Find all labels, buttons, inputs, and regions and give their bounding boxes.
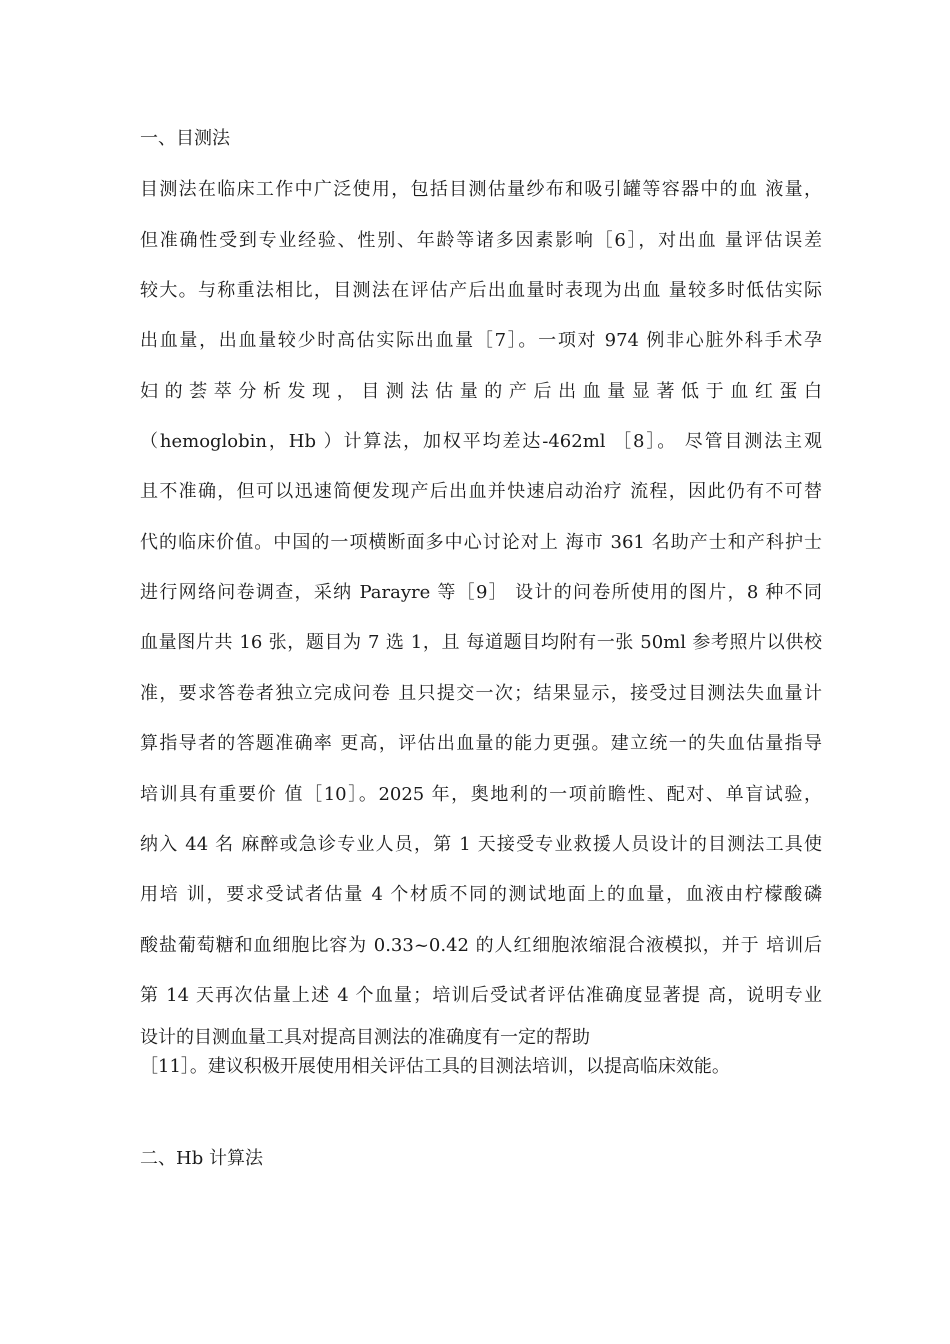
paragraph-line: （hemoglobin，Hb ）计算法，加权平均差达-462ml ［8］。 尽管目测法主观 [140, 431, 822, 452]
paragraph-line: 代的临床价值。中国的一项横断面多中心讨论对上 海市 361 名助产士和产科护士 [140, 532, 822, 553]
paragraph-line: 血量图片共 16 张，题目为 7 选 1，且 每道题目均附有一张 50ml 参考照片以供校 [140, 632, 822, 653]
paragraph-line: 准，要求答卷者独立完成问卷 且只提交一次；结果显示，接受过目测法失血量计 [140, 683, 822, 704]
paragraph-line: 酸盐葡萄糖和血细胞比容为 0.33~0.42 的人红细胞浓缩混合液模拟，并于 培训后 [140, 935, 822, 956]
paragraph-line: 纳入 44 名 麻醉或急诊专业人员，第 1 天接受专业救援人员设计的目测法工具使 [140, 834, 822, 855]
paragraph-line: ［11］。建议积极开展使用相关评估工具的目测法培训，以提高临床效能。 [140, 1056, 730, 1077]
paragraph-line: 目测法在临床工作中广泛使用，包括目测估量纱布和吸引罐等容器中的血 液量， [140, 179, 822, 200]
paragraph-line: 较大。与称重法相比，目测法在评估产后出血量时表现为出血 量较多时低估实际 [140, 280, 822, 301]
section-heading-hb-calculation: 二、Hb 计算法 [140, 1148, 263, 1169]
paragraph-line: 且不准确，但可以迅速简便发现产后出血并快速启动治疗 流程，因此仍有不可替 [140, 481, 822, 502]
paragraph-line: 妇 的 荟 萃 分 析 发 现 ， 目 测 法 估 量 的 产 后 出 血 量 显 著 低 于 血 红 蛋 白 [140, 381, 822, 402]
paragraph-line: 培训具有重要价 值［10］。2025 年，奥地利的一项前瞻性、配对、单盲试验， [140, 784, 822, 805]
paragraph-line: 算指导者的答题准确率 更高，评估出血量的能力更强。建立统一的失血估量指导 [140, 733, 822, 754]
paragraph-line: 第 14 天再次估量上述 4 个血量；培训后受试者评估准确度显著提 高，说明专业 [140, 985, 822, 1006]
paragraph-line: 进行网络问卷调查，采纳 Parayre 等［9］ 设计的问卷所使用的图片，8 种不同 [140, 582, 822, 603]
paragraph-line: 用培 训，要求受试者估量 4 个材质不同的测试地面上的血量，血液由柠檬酸磷 [140, 884, 822, 905]
section-heading-visual-estimation: 一、目测法 [140, 128, 230, 149]
paragraph-line: 但准确性受到专业经验、性别、年龄等诸多因素影响［6］，对出血 量评估误差 [140, 230, 822, 251]
paragraph-line: 出血量，出血量较少时高估实际出血量［7］。一项对 974 例非心脏外科手术孕 [140, 330, 822, 351]
paragraph-line: 设计的目测血量工具对提高目测法的准确度有一定的帮助 [140, 1027, 590, 1048]
